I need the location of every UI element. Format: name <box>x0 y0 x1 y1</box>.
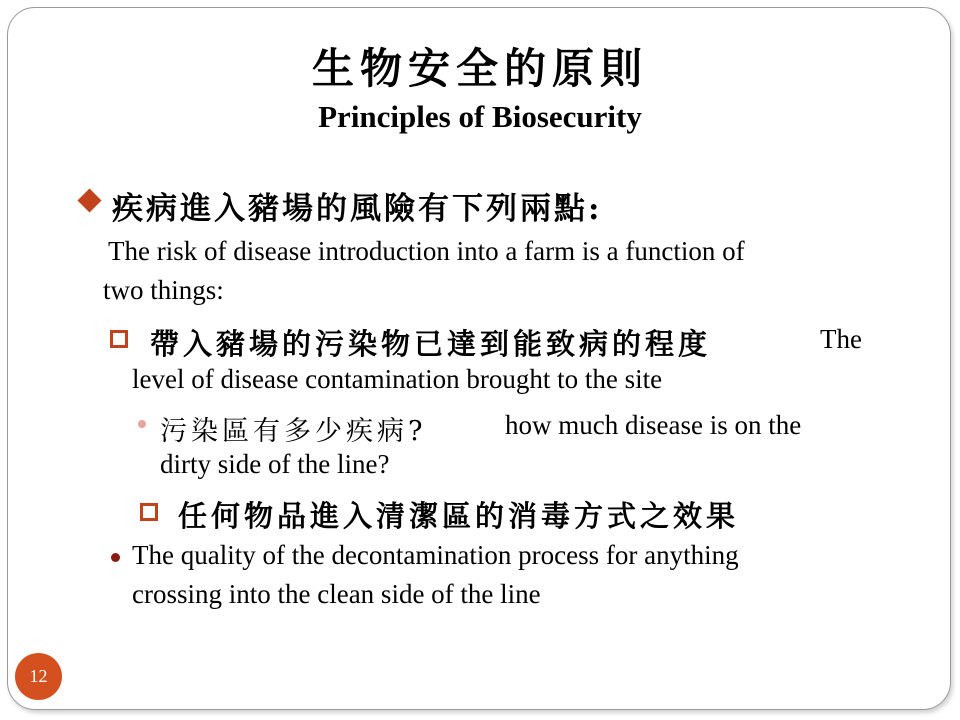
bullet-1-english-line-2: two things: <box>103 275 224 305</box>
bullet-2-chinese: 帶入豬場的污染物已達到能致病的程度 <box>150 327 712 361</box>
bullet-5-english-line-2: crossing into the clean side of the line <box>132 579 541 609</box>
dark-dot-bullet-icon <box>111 553 120 562</box>
bullet-3-chinese: 污染區有多少疾病? <box>160 416 427 447</box>
bullet-5-english-line-1: The quality of the decontamination process for anything <box>132 540 739 570</box>
bullet-4-chinese: 任何物品進入清潔區的消毒方式之效果 <box>178 499 740 533</box>
square-bullet-icon <box>140 503 158 521</box>
slide-title-chinese: 生物安全的原則 <box>311 44 648 93</box>
bullet-1-english-line-1: The risk of disease introduction into a farm is a function of <box>108 236 745 266</box>
square-bullet-icon <box>110 330 128 348</box>
bullet-1-chinese: 疾病進入豬場的風險有下列兩點: <box>112 191 603 227</box>
page-number-badge: 12 <box>15 653 62 700</box>
bullet-2-english-line-2: level of disease contamination brought to the site <box>132 364 663 394</box>
slide-title-english: Principles of Biosecurity <box>318 99 642 134</box>
bullet-3-english-line-2: dirty side of the line? <box>160 449 390 479</box>
bullet-2-english-tail: The <box>820 324 862 354</box>
small-dot-bullet-icon <box>138 420 146 428</box>
bullet-3-english-tail: how much disease is on the <box>505 410 802 440</box>
